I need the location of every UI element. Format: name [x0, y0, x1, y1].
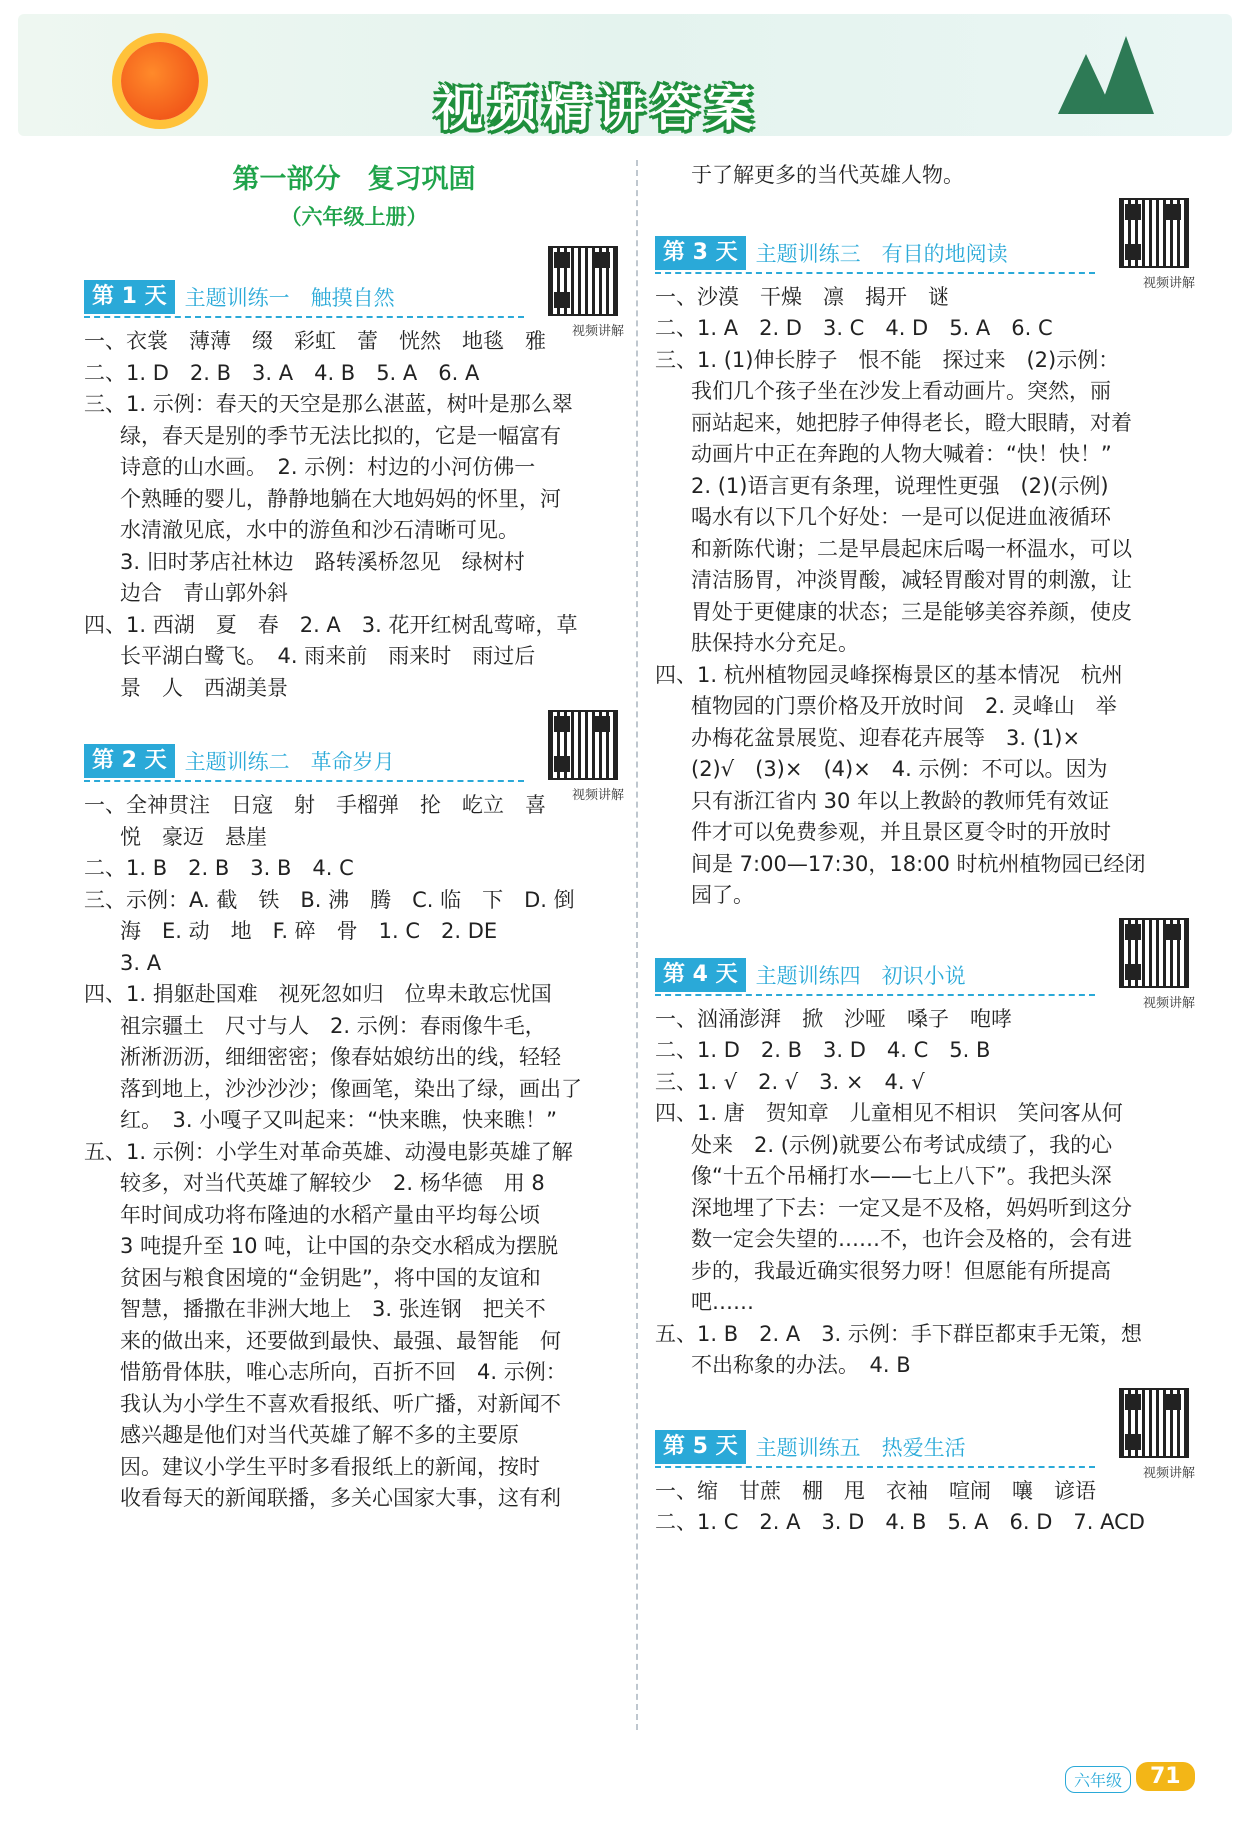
page-number: 71 [1136, 1762, 1195, 1791]
answer-line: 二、1. C 2. A 3. D 4. B 5. A 6. D 7. ACD [655, 1510, 1145, 1534]
answer-line: 海 E. 动 地 F. 碎 骨 1. C 2. DE [120, 919, 498, 943]
answer-line: 智慧，播撒在非洲大地上 3. 张连钢 把关不 [120, 1297, 546, 1321]
right-column [655, 160, 1195, 1539]
answer-line: 边合 青山郭外斜 [120, 581, 288, 605]
answer-line: 二、1. D 2. B 3. A 4. B 5. A 6. A [84, 360, 480, 385]
answer-line: 3. A [120, 950, 162, 975]
answer-line: 处来 2. (示例)就要公布考试成绩了，我的心 [691, 1132, 1113, 1157]
day-badge: 第 1 天 [84, 280, 175, 314]
answer-line: 件才可以免费参观，并且景区夏令时的开放时 [691, 820, 1111, 844]
answer-line: 清洁肠胃，冲淡胃酸，减轻胃酸对胃的刺激，让 [691, 568, 1132, 592]
answer-line: 二、1. A 2. D 3. C 4. D 5. A 6. C [655, 316, 1053, 340]
qr-label: 视频讲解 [1142, 995, 1195, 1011]
answer-line: 和新陈代谢；二是早晨起床后喝一杯温水，可以 [691, 536, 1132, 561]
answer-line: 收看每天的新闻联播，多关心国家大事，这有利 [120, 1486, 561, 1510]
day-4-header [655, 912, 1195, 1011]
answer-line: 较多，对当代英雄了解较少 2. 杨华德 用 8 [120, 1171, 545, 1195]
day-badge: 第 2 天 [84, 744, 175, 778]
answer-line: 不出称象的办法。 4. B [691, 1353, 911, 1377]
qr-label: 视频讲解 [1142, 1465, 1195, 1481]
answer-line: 四、1. 杭州植物园灵峰探梅景区的基本情况 杭州 [655, 662, 1123, 687]
answer-line: 丽站起来，她把脖子伸得老长，瞪大眼睛，对着 [691, 410, 1132, 435]
day-badge: 第 5 天 [655, 1430, 746, 1464]
answer-line: 吧…… [691, 1290, 754, 1314]
day-4-answers [655, 1004, 1195, 1382]
answer-line: 一、沙漠 干燥 凛 揭开 谜 [655, 284, 949, 309]
answer-line: 喝水有以下几个好处：一是可以促进血液循环 [691, 505, 1111, 529]
qr-code[interactable] [548, 710, 618, 780]
answer-line: 像“十五个吊桶打水——七上八下”。我把头深 [691, 1164, 1112, 1188]
answer-line: 于了解更多的当代英雄人物。 [691, 163, 964, 187]
answer-line: 深地埋了下去：一定又是不及格，妈妈听到这分 [691, 1195, 1132, 1220]
qr-code[interactable] [1119, 198, 1189, 268]
part-title: 第一部分 复习巩固 [232, 164, 476, 195]
left-column [84, 160, 624, 1515]
day-5-answers [655, 1476, 1195, 1539]
qr-label: 视频讲解 [1142, 275, 1195, 291]
sun-icon [121, 42, 199, 120]
answer-line: 二、1. B 2. B 3. B 4. C [84, 856, 354, 880]
answer-line: 间是 7:00—17:30，18:00 时杭州植物园已经闭 [691, 851, 1146, 876]
answer-line: 一、缩 甘蔗 棚 甩 衣袖 喧闹 嚷 谚语 [655, 1478, 1096, 1503]
day-label: 主题训练二 革命岁月 [184, 750, 395, 774]
answer-line: 我们几个孩子坐在沙发上看动画片。突然，丽 [691, 379, 1111, 403]
answer-line: 二、1. D 2. B 3. D 4. C 5. B [655, 1038, 991, 1062]
answer-line: 四、1. 唐 贺知章 儿童相见不相识 笑问客从何 [655, 1101, 1123, 1125]
tree-icon [1098, 36, 1154, 114]
answer-line: 步的，我最近确实很努力呀！但愿能有所提高 [691, 1258, 1111, 1283]
day-label: 主题训练一 触摸自然 [184, 286, 395, 310]
answer-line: 贫困与粮食困境的“金钥匙”，将中国的友谊和 [120, 1265, 541, 1290]
answer-line: 悦 豪迈 悬崖 [120, 824, 267, 849]
answer-line: 惜筋骨体肤，唯心志所向，百折不回 4. 示例： [120, 1360, 567, 1384]
page-title: 视频精讲答案 [435, 81, 760, 137]
answer-line: 我认为小学生不喜欢看报纸、听广播，对新闻不 [120, 1391, 561, 1416]
answer-line: 年时间成功将布隆迪的水稻产量由平均每公顷 [120, 1202, 540, 1227]
answer-line: 诗意的山水画。 2. 示例：村边的小河仿佛一 [120, 455, 536, 479]
answer-line: 一、汹涌澎湃 掀 沙哑 嗓子 咆哮 [655, 1006, 1012, 1031]
answer-line: 办梅花盆景展览、迎春花卉展等 3. (1)× [691, 725, 1081, 750]
day-1-answers [84, 326, 624, 704]
answer-line: 胃处于更健康的状态；三是能够美容养颜，使皮 [691, 599, 1132, 624]
answer-line: 感兴趣是他们对当代英雄了解不多的主要原 [120, 1423, 519, 1447]
day-label: 主题训练四 初识小说 [755, 963, 966, 988]
day-3-answers [655, 282, 1195, 912]
grade-label: 六年级 [1065, 1766, 1131, 1793]
day-3-header [655, 192, 1195, 291]
day-2-header [84, 704, 624, 803]
answer-line: 一、衣裳 薄薄 缀 彩虹 蕾 恍然 地毯 雅 [84, 329, 546, 353]
answer-line: 四、1. 捐躯赴国难 视死忽如归 位卑未敢忘忧国 [84, 982, 552, 1006]
day-1-header [84, 240, 624, 339]
day-2-answers [84, 790, 624, 1515]
answer-line: 祖宗疆土 尺寸与人 2. 示例：春雨像牛毛， [120, 1013, 546, 1038]
answer-line: (2)√ (3)× (4)× 4. 示例：不可以。因为 [691, 757, 1108, 781]
answer-line: 肤保持水分充足。 [691, 631, 859, 655]
day-badge: 第 3 天 [655, 236, 746, 270]
answer-line: 五、1. 示例：小学生对革命英雄、动漫电影英雄了解 [84, 1139, 573, 1164]
column-divider [636, 160, 638, 1730]
qr-code[interactable] [1119, 1388, 1189, 1458]
answer-line: 因。建议小学生平时多看报纸上的新闻，按时 [120, 1454, 540, 1479]
answer-line: 3. 旧时茅店社林边 路转溪桥忽见 绿树村 [120, 549, 525, 574]
answer-line: 淅淅沥沥，细细密密；像春姑娘纺出的线，轻轻 [120, 1045, 561, 1069]
answer-line: 只有浙江省内 30 年以上教龄的教师凭有效证 [691, 788, 1110, 813]
day-5-header [655, 1382, 1195, 1481]
answer-line: 数一定会失望的……不，也许会及格的，会有进 [691, 1227, 1132, 1251]
answer-line: 三、1. 示例：春天的天空是那么湛蓝，树叶是那么翠 [84, 392, 573, 416]
answer-line: 四、1. 西湖 夏 春 2. A 3. 花开红树乱莺啼，草 [84, 612, 578, 637]
answer-line: 园了。 [691, 883, 754, 907]
answer-line: 落到地上，沙沙沙沙；像画笔，染出了绿，画出了 [120, 1076, 582, 1101]
day-badge: 第 4 天 [655, 958, 746, 992]
answer-line: 2. (1)语言更有条理，说理性更强 (2)(示例) [691, 473, 1109, 498]
answer-line: 来的做出来，还要做到最快、最强、最智能 何 [120, 1328, 561, 1353]
answer-line: 一、全神贯注 日寇 射 手榴弹 抡 屹立 喜 [84, 793, 546, 817]
answer-line: 三、示例：A. 截 铁 B. 沸 腾 C. 临 下 D. 倒 [84, 887, 575, 912]
answer-line: 绿，春天是别的季节无法比拟的，它是一幅富有 [120, 423, 561, 448]
answer-line: 个熟睡的婴儿，静静地躺在大地妈妈的怀里，河 [120, 486, 561, 511]
qr-code[interactable] [1119, 918, 1189, 988]
qr-code[interactable] [548, 246, 618, 316]
answer-line: 动画片中正在奔跑的人物大喊着：“快！快！” [691, 442, 1112, 466]
qr-label: 视频讲解 [571, 324, 624, 339]
answer-line: 三、1. (1)伸长脖子 恨不能 探过来 (2)示例： [655, 347, 1120, 372]
day-label: 主题训练三 有目的地阅读 [755, 241, 1008, 266]
answer-line: 长平湖白鹭飞。 4. 雨来前 雨来时 雨过后 [120, 644, 536, 668]
answer-line: 水清澈见底，水中的游鱼和沙石清晰可见。 [120, 518, 519, 542]
day-label: 主题训练五 热爱生活 [755, 1435, 966, 1460]
answer-line: 红。 3. 小嘎子又叫起来：“快来瞧，快来瞧！” [120, 1108, 557, 1132]
answer-line: 三、1. √ 2. √ 3. × 4. √ [655, 1069, 925, 1094]
answer-line: 3 吨提升至 10 吨，让中国的杂交水稻成为摆脱 [120, 1234, 559, 1258]
qr-label: 视频讲解 [571, 788, 624, 803]
answer-line: 五、1. B 2. A 3. 示例：手下群臣都束手无策，想 [655, 1321, 1142, 1346]
answer-line: 景 人 西湖美景 [120, 675, 288, 700]
answer-line: 植物园的门票价格及开放时间 2. 灵峰山 举 [691, 694, 1117, 718]
part-subtitle: （六年级上册） [280, 205, 428, 229]
